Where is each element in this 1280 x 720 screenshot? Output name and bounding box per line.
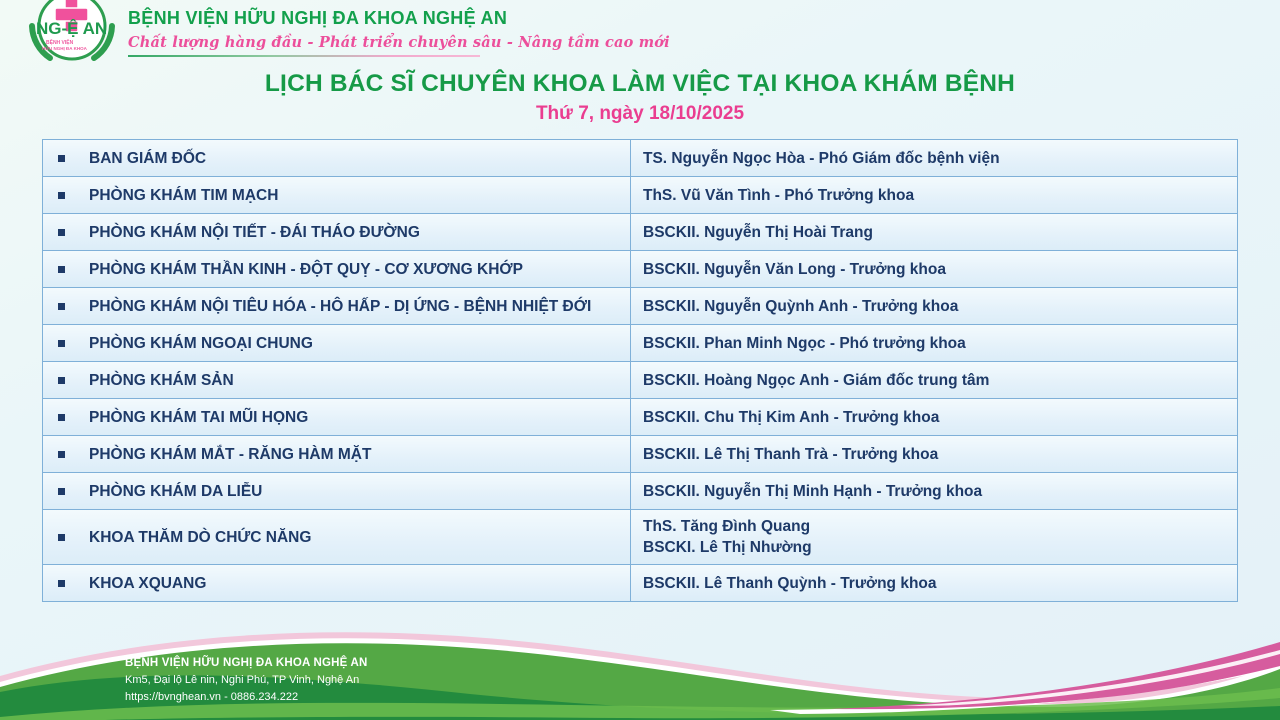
department-name: PHÒNG KHÁM NỘI TIÊU HÓA - HÔ HẤP - DỊ ỨNG - BỆNH NHIỆT ĐỚI — [89, 297, 592, 315]
doctor-cell — [631, 177, 1237, 213]
department-cell — [43, 362, 631, 398]
bullet-square-icon — [58, 451, 65, 458]
schedule-row — [43, 436, 1237, 473]
svg-text:BỆNH VIỆN: BỆNH VIỆN — [46, 40, 74, 46]
doctor-name: BSCKII. Phan Minh Ngọc - Phó trưởng khoa — [643, 334, 966, 352]
doctor-name: BSCKII. Nguyễn Quỳnh Anh - Trưởng khoa — [643, 297, 959, 315]
doctor-name: BSCKII. Hoàng Ngọc Anh - Giám đốc trung tâm — [643, 371, 990, 389]
department-name: PHÒNG KHÁM NGOẠI CHUNG — [89, 334, 313, 352]
bullet-square-icon — [58, 580, 65, 587]
department-name: KHOA XQUANG — [89, 574, 207, 592]
department-name: PHÒNG KHÁM THẦN KINH - ĐỘT QUỴ - CƠ XƯƠNG KHỚP — [89, 260, 523, 278]
doctor-cell — [631, 251, 1237, 287]
schedule-row — [43, 288, 1237, 325]
department-cell — [43, 251, 631, 287]
doctor-name: BSCKII. Nguyễn Thị Hoài Trang — [643, 223, 873, 241]
footer-address: Km5, Đại lộ Lê nin, Nghi Phú, TP Vinh, Nghệ An — [125, 674, 360, 686]
schedule-row — [43, 399, 1237, 436]
bullet-square-icon — [58, 414, 65, 421]
doctor-cell — [631, 473, 1237, 509]
department-name: PHÒNG KHÁM TAI MŨI HỌNG — [89, 408, 309, 426]
schedule-row — [43, 251, 1237, 288]
doctor-name: BSCKII. Lê Thị Thanh Trà - Trưởng khoa — [643, 445, 939, 463]
department-cell — [43, 565, 631, 601]
page-date: Thứ 7, ngày 18/10/2025 — [535, 103, 745, 124]
department-cell — [43, 436, 631, 472]
doctor-cell — [631, 288, 1237, 324]
footer-hospital-name: BỆNH VIỆN HỮU NGHỊ ĐA KHOA NGHỆ AN — [125, 657, 368, 669]
department-cell — [43, 288, 631, 324]
page-title: LỊCH BÁC SĨ CHUYÊN KHOA LÀM VIỆC TẠI KHOA KHÁM BỆNH — [264, 70, 1016, 97]
schedule-row — [43, 325, 1237, 362]
department-name: PHÒNG KHÁM SẢN — [89, 371, 234, 389]
department-name: PHÒNG KHÁM TIM MẠCH — [89, 186, 279, 204]
doctor-name: BSCKII. Nguyễn Văn Long - Trưởng khoa — [643, 260, 946, 278]
department-name: KHOA THĂM DÒ CHỨC NĂNG — [89, 528, 312, 546]
doctor-cell — [631, 399, 1237, 435]
schedule-row — [43, 177, 1237, 214]
doctor-name: BSCKII. Chu Thị Kim Anh - Trưởng khoa — [643, 408, 940, 426]
bullet-square-icon — [58, 340, 65, 347]
doctor-cell — [631, 565, 1237, 601]
doctor-cell — [631, 436, 1237, 472]
schedule-row — [43, 565, 1237, 601]
doctor-cell — [631, 140, 1237, 176]
schedule-row — [43, 510, 1237, 565]
schedule-table — [42, 139, 1238, 602]
department-name: PHÒNG KHÁM MẮT - RĂNG HÀM MẶT — [89, 445, 372, 463]
header-brand — [128, 8, 670, 57]
doctor-name: TS. Nguyễn Ngọc Hòa - Phó Giám đốc bệnh viện — [643, 149, 1000, 167]
department-cell — [43, 214, 631, 250]
schedule-row — [43, 473, 1237, 510]
department-cell — [43, 510, 631, 564]
hospital-slogan: Chất lượng hàng đầu - Phát triển chuyên sâu - Nâng tầm cao mới — [128, 34, 670, 51]
bullet-square-icon — [58, 534, 65, 541]
doctor-cell — [631, 325, 1237, 361]
doctor-cell — [631, 510, 1237, 564]
department-cell — [43, 177, 631, 213]
doctor-name: BSCKI. Lê Thị Nhường — [643, 539, 812, 556]
doctor-cell — [631, 214, 1237, 250]
department-cell — [43, 140, 631, 176]
slogan-underline — [128, 55, 480, 57]
bullet-square-icon — [58, 488, 65, 495]
department-cell — [43, 399, 631, 435]
hospital-logo — [18, 0, 126, 70]
footer-contact[interactable]: https://bvnghean.vn - 0886.234.222 — [125, 691, 299, 703]
doctor-name: ThS. Tăng Đình Quang — [643, 518, 811, 535]
bullet-square-icon — [58, 229, 65, 236]
svg-text:HỮU NGHỊ ĐA KHOA: HỮU NGHỊ ĐA KHOA — [42, 46, 87, 51]
department-cell — [43, 325, 631, 361]
bullet-square-icon — [58, 192, 65, 199]
schedule-row — [43, 214, 1237, 251]
schedule-row — [43, 140, 1237, 177]
footer — [0, 620, 1280, 720]
doctor-name: BSCKII. Lê Thanh Quỳnh - Trưởng khoa — [643, 574, 937, 592]
schedule-row — [43, 362, 1237, 399]
bullet-square-icon — [58, 266, 65, 273]
bullet-square-icon — [58, 303, 65, 310]
department-name: PHÒNG KHÁM DA LIỄU — [89, 482, 263, 500]
logo-text: NG-Ệ AN — [36, 19, 108, 38]
doctor-cell — [631, 362, 1237, 398]
bullet-square-icon — [58, 155, 65, 162]
footer-text-block — [125, 656, 368, 705]
bullet-square-icon — [58, 377, 65, 384]
department-cell — [43, 473, 631, 509]
doctor-name: ThS. Vũ Văn Tình - Phó Trưởng khoa — [643, 186, 915, 204]
doctor-name: BSCKII. Nguyễn Thị Minh Hạnh - Trưởng khoa — [643, 482, 983, 500]
department-name: BAN GIÁM ĐỐC — [89, 149, 207, 167]
department-name: PHÒNG KHÁM NỘI TIẾT - ĐÁI THÁO ĐƯỜNG — [89, 223, 420, 241]
hospital-name: BỆNH VIỆN HỮU NGHỊ ĐA KHOA NGHỆ AN — [128, 8, 508, 28]
